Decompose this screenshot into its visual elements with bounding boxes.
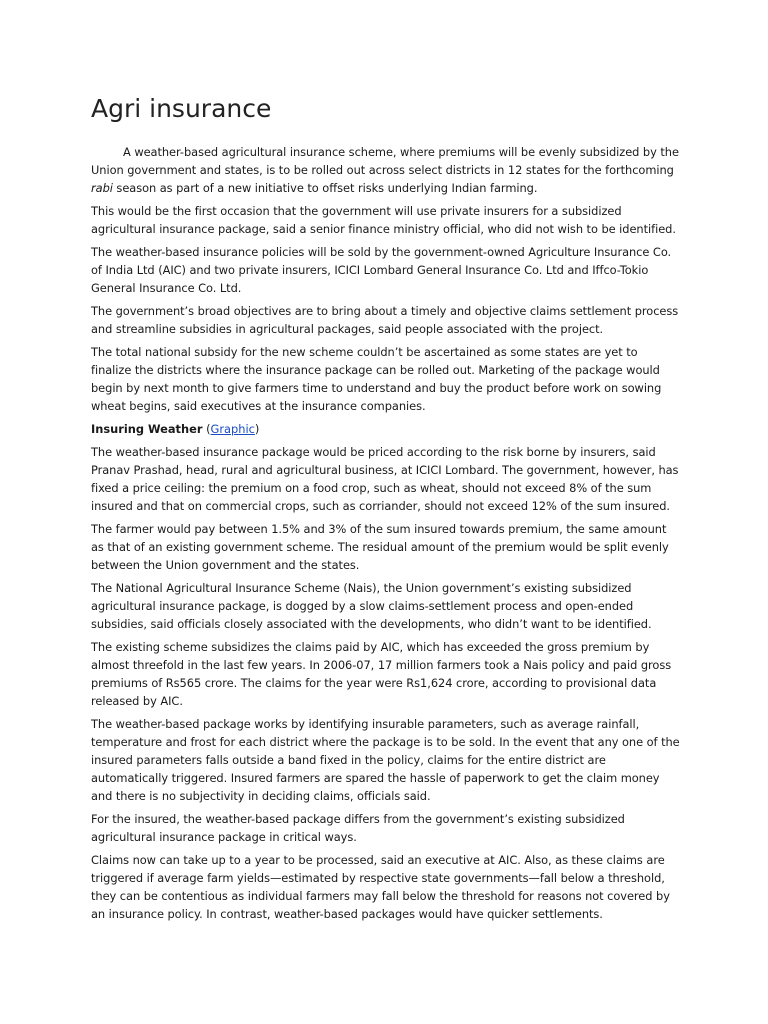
paragraph-1-text-b: season as part of a new initiative to offset risks underlying Indian farming. — [112, 181, 538, 195]
paragraph-2: This would be the first occasion that the government will use private insurers for a subsidized agricultural insurance package, said a senior finance ministry official, who did not wish to be identified. — [91, 204, 676, 236]
paragraph-1-text-a: A weather-based agricultural insurance scheme, where premiums will be evenly subsidized by the Union government and states, is to be rolled out across select districts in 12 states for the forthcoming — [91, 145, 679, 177]
paragraph-9: The existing scheme subsidizes the claims paid by AIC, which has exceeded the gross premium by almost threefold in the last few years. In 2006-07, 17 million farmers took a Nais policy and paid gross premiums of Rs565 crore. The claims for the year were Rs1,624 crore, according to provisional data released by AIC. — [91, 640, 672, 708]
section-heading-paren-close: ) — [254, 422, 260, 436]
page-title: Agri insurance — [91, 94, 272, 123]
paragraph-5: The total national subsidy for the new scheme couldn’t be ascertained as some states are yet to finalize the districts where the insurance package can be rolled out. Marketing of the package would begin by next month to give farmers time to understand and buy the product before work on sowing wheat begins, said executives at the insurance companies. — [91, 345, 662, 413]
section-heading — [91, 420, 681, 438]
paragraph-1-italic-term: rabi — [91, 181, 113, 195]
paragraph-8: The National Agricultural Insurance Scheme (Nais), the Union government’s existing subsidized agricultural insurance package, is dogged by a slow claims-settlement process and open-ended subsidies, said officials closely associated with the developments, who didn’t want to be identified. — [91, 581, 652, 631]
paragraph-4: The government’s broad objectives are to bring about a timely and objective claims settlement process and streamline subsidies in agricultural packages, said people associated with the project. — [91, 304, 679, 336]
paragraph-7: The farmer would pay between 1.5% and 3% of the sum insured towards premium, the same amount as that of an existing government scheme. The residual amount of the premium would be split evenly between the Union government and the states. — [91, 522, 669, 572]
paragraph-10: The weather-based package works by identifying insurable parameters, such as average rainfall, temperature and frost for each district where the package is to be sold. In the event that any one of the insured parameters falls outside a band fixed in the policy, claims for the entire district are automatically triggered. Insured farmers are spared the hassle of paperwork to get the claim money and there is no subjectivity in deciding claims, officials said. — [91, 717, 680, 803]
paragraph-3: The weather-based insurance policies will be sold by the government-owned Agriculture Insurance Co. of India Ltd (AIC) and two private insurers, ICICI Lombard General Insurance Co. Ltd and Iffco-Tokio General Insurance Co. Ltd. — [91, 245, 672, 295]
section-heading-paren-open: ( — [202, 422, 211, 436]
paragraph-12: Claims now can take up to a year to be processed, said an executive at AIC. Also, as these claims are triggered if average farm yields—estimated by respective state governments—fall below a threshold, they can be contentious as individual farmers may fall below the threshold for reasons not covered by an insurance policy. In contrast, weather-based packages would have quicker settlements. — [91, 853, 670, 921]
paragraph-11: For the insured, the weather-based package differs from the government’s existing subsidized agricultural insurance package in critical ways. — [91, 812, 625, 844]
document-page — [91, 92, 681, 928]
paragraph-1 — [91, 143, 681, 197]
paragraph-6: The weather-based insurance package would be priced according to the risk borne by insurers, said Pranav Prashad, head, rural and agricultural business, at ICICI Lombard. The government, however, has fixed a price ceiling: the premium on a food crop, such as wheat, should not exceed 8% of the sum insured and that on commercial crops, such as corriander, should not exceed 12% of the sum insured. — [91, 445, 679, 513]
graphic-link[interactable]: Graphic — [210, 422, 255, 436]
section-heading-title: Insuring Weather — [91, 422, 203, 436]
